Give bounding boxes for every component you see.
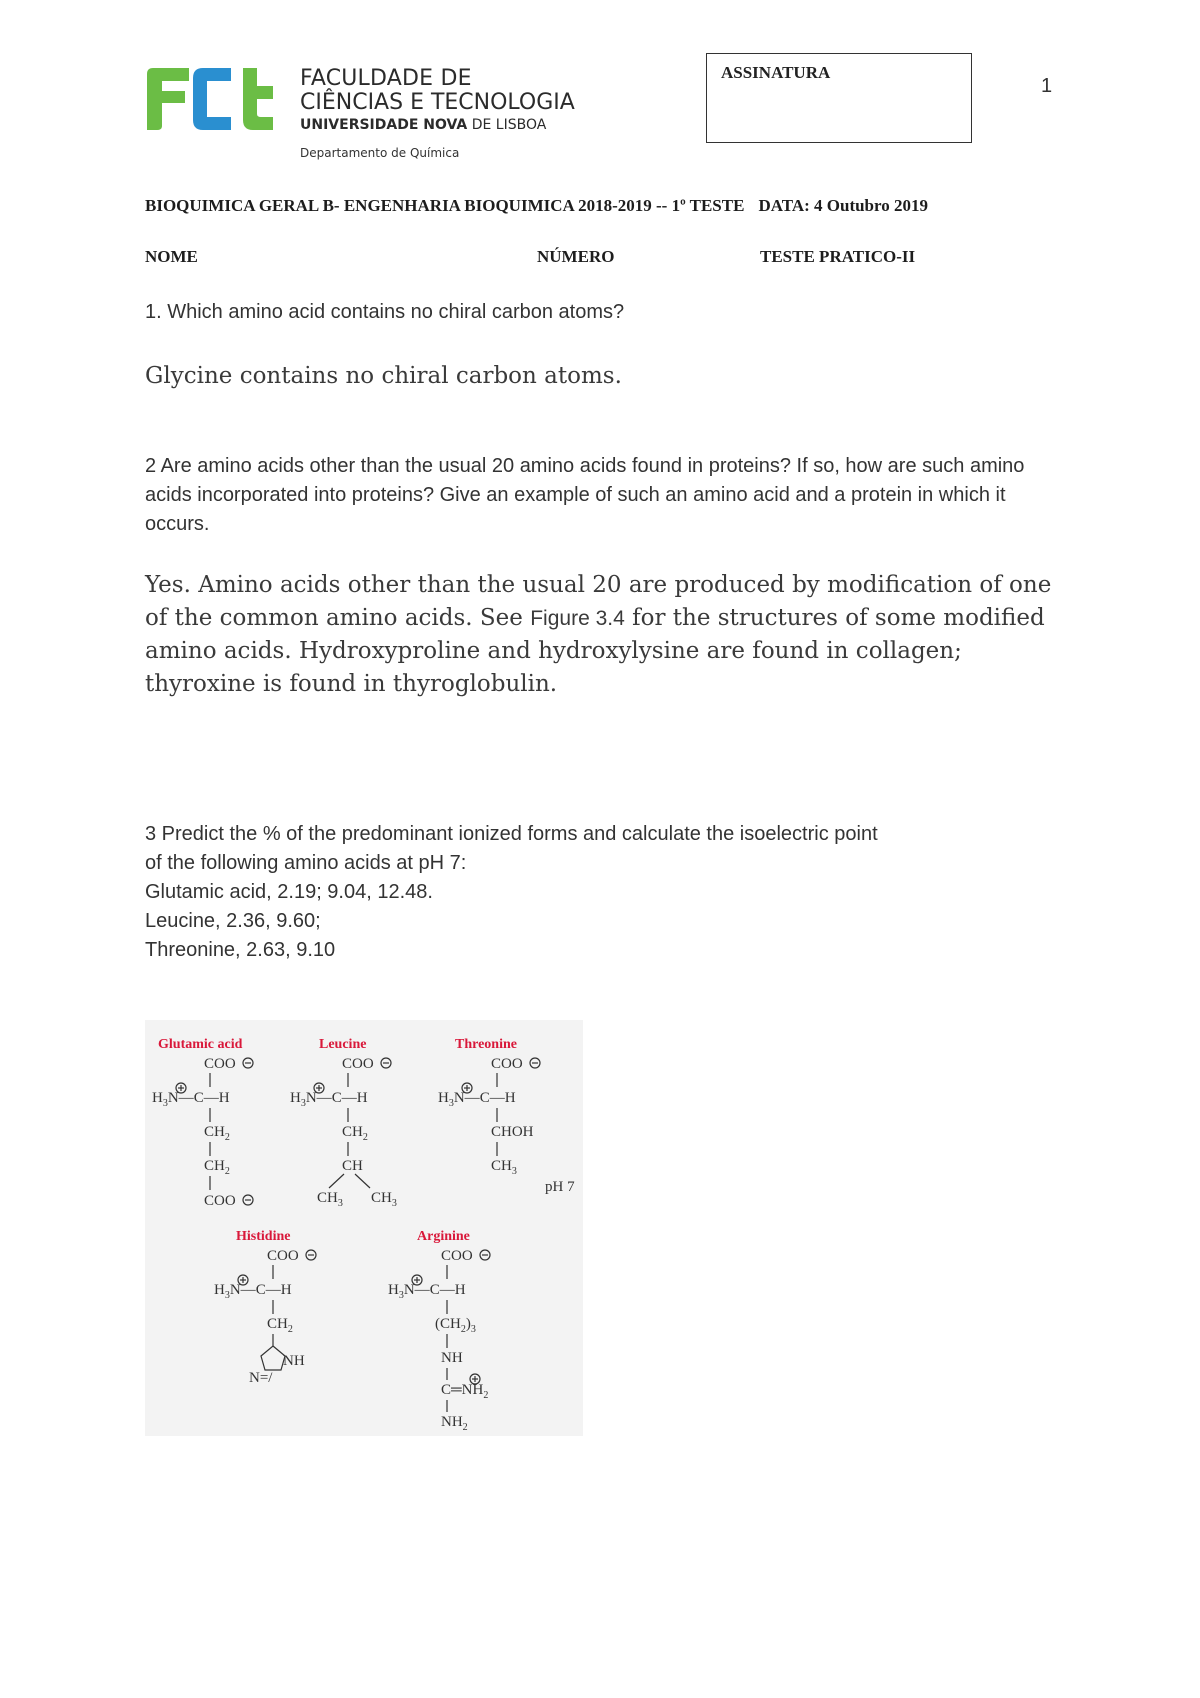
svg-text:COO xyxy=(204,1056,236,1072)
answer-2-part-1: Yes. Amino acids other than the usual 20 are produced by modification of one of the common amino acids. See xyxy=(145,572,1052,631)
logo-city: DE LISBOA xyxy=(467,117,547,133)
threonine-pka: Threonine, 2.63, 9.10 xyxy=(145,939,336,961)
leu-h3n: H xyxy=(290,1090,301,1106)
svg-text:COO xyxy=(204,1193,236,1209)
svg-text:C═NH2: $C═NH_2$ xyxy=(441,1382,489,1401)
arg-coo: COO xyxy=(441,1248,473,1264)
svg-text:N=/: N=/ xyxy=(249,1370,273,1386)
arg-cnh2: C═NH xyxy=(441,1382,484,1398)
svg-text:(CH2)3: $(CH_2)_3$ xyxy=(435,1316,476,1335)
structures-svg xyxy=(145,1020,583,1436)
svg-text:COO xyxy=(441,1248,473,1264)
threonine-title: Threonine xyxy=(455,1037,517,1052)
exam-header xyxy=(145,196,928,216)
histidine-title: Histidine xyxy=(236,1229,291,1244)
arg-nh2: NH xyxy=(441,1414,463,1430)
thr-choh: CHOH xyxy=(491,1124,534,1140)
arg-nh: NH xyxy=(441,1350,463,1366)
his-ch: C—H xyxy=(255,1282,292,1298)
question-2: 2 Are amino acids other than the usual 20 amino acids found in proteins? If so, how are such amino acids incorporated into proteins? Give an example of such an amino acid and a protein in which it occurs. xyxy=(145,455,1025,535)
his-coo: COO xyxy=(267,1248,299,1264)
logo-line-2: CIÊNCIAS E TECNOLOGIA xyxy=(300,90,575,115)
signature-box[interactable] xyxy=(706,53,972,143)
test-label: TESTE PRATICO-II xyxy=(760,247,916,266)
logo-line-3 xyxy=(300,117,546,133)
answer-1: Glycine contains no chiral carbon atoms. xyxy=(145,363,622,389)
svg-text:NH xyxy=(441,1350,463,1366)
thr-h3n: H xyxy=(438,1090,449,1106)
leucine-title: Leucine xyxy=(319,1037,367,1052)
number-label: NÚMERO xyxy=(537,247,615,266)
logo-university: UNIVERSIDADE NOVA xyxy=(300,117,468,133)
svg-text:H3N—C—H: $H_3N—C—H$ xyxy=(290,1090,368,1109)
signature-label: ASSINATURA xyxy=(721,63,831,82)
leu-ch: C—H xyxy=(331,1090,368,1106)
svg-text:CH2: $CH_2$ xyxy=(267,1316,293,1335)
arg-ch: C—H xyxy=(429,1282,466,1298)
glu-ch: C—H xyxy=(193,1090,230,1106)
svg-text:H3N—C—H: $H_3N—C—H$ xyxy=(152,1090,230,1109)
question-3-line-1: 3 Predict the % of the predominant ionized forms and calculate the isoelectric point xyxy=(145,823,878,845)
svg-text:CH3: $CH_3$ xyxy=(317,1190,343,1209)
svg-text:NH2: $NH_2$ xyxy=(441,1414,468,1433)
answer-2-part-2: for the structures of some modified amino acids. Hydroxyproline and hydroxylysine are found in collagen; thyroxine is found in thyroglobulin. xyxy=(145,605,1045,697)
fct-logo-mark xyxy=(145,64,295,134)
logo-line-1: FACULDADE DE xyxy=(300,66,472,91)
ph-label: pH 7 xyxy=(545,1179,575,1195)
svg-text:H3N—C—H: $H_3N—C—H$ xyxy=(388,1282,466,1301)
thr-ch: C—H xyxy=(479,1090,516,1106)
figure-reference: Figure 3.4 xyxy=(530,607,625,630)
glu-coo: COO xyxy=(204,1056,236,1072)
svg-text:H3N—C—H: $H_3N—C—H$ xyxy=(438,1090,516,1109)
svg-text:CH3: $CH_3$ xyxy=(491,1158,517,1177)
svg-text:COO xyxy=(342,1056,374,1072)
glu-h3n: H xyxy=(152,1090,163,1106)
exam-date: DATA: 4 Outubro 2019 xyxy=(758,196,928,215)
glu-side-coo: COO xyxy=(204,1193,236,1209)
page-number: 1 xyxy=(1041,75,1053,97)
course-title: BIOQUIMICA GERAL B- ENGENHARIA BIOQUIMICA 2018-2019 -- 1º TESTE xyxy=(145,196,745,215)
svg-text:CH2: $CH_2$ xyxy=(342,1124,368,1143)
question-3 xyxy=(145,820,1045,965)
leucine-pka: Leucine, 2.36, 9.60; xyxy=(145,910,321,932)
amino-acid-structures-figure xyxy=(145,1020,583,1436)
svg-text:H3N—C—H: $H_3N—C—H$ xyxy=(214,1282,292,1301)
his-h3n: H xyxy=(214,1282,225,1298)
svg-text:COO xyxy=(491,1056,523,1072)
svg-text:CH3: $CH_3$ xyxy=(371,1190,397,1209)
svg-text:CH2: $CH_2$ xyxy=(204,1158,230,1177)
leu-coo: COO xyxy=(342,1056,374,1072)
svg-text:CH xyxy=(342,1158,363,1174)
department-name: Departamento de Química xyxy=(300,146,460,160)
thr-coo: COO xyxy=(491,1056,523,1072)
name-label: NOME xyxy=(145,247,198,266)
answer-2 xyxy=(145,569,1075,701)
arg-h3n: H xyxy=(388,1282,399,1298)
svg-text:NH xyxy=(283,1353,305,1369)
glutamic-acid-title: Glutamic acid xyxy=(158,1037,243,1052)
svg-text:COO xyxy=(267,1248,299,1264)
leu-ch-branch: CH xyxy=(342,1158,363,1174)
svg-text:CHOH xyxy=(491,1124,534,1140)
imidazole-ring-icon xyxy=(261,1346,285,1370)
glutamic-acid-pka: Glutamic acid, 2.19; 9.04, 12.48. xyxy=(145,881,433,903)
arginine-title: Arginine xyxy=(417,1229,470,1244)
question-1: 1. Which amino acid contains no chiral carbon atoms? xyxy=(145,301,625,323)
svg-text:CH2: $CH_2$ xyxy=(204,1124,230,1143)
his-nh: NH xyxy=(283,1353,305,1369)
question-3-line-2: of the following amino acids at pH 7: xyxy=(145,852,467,874)
